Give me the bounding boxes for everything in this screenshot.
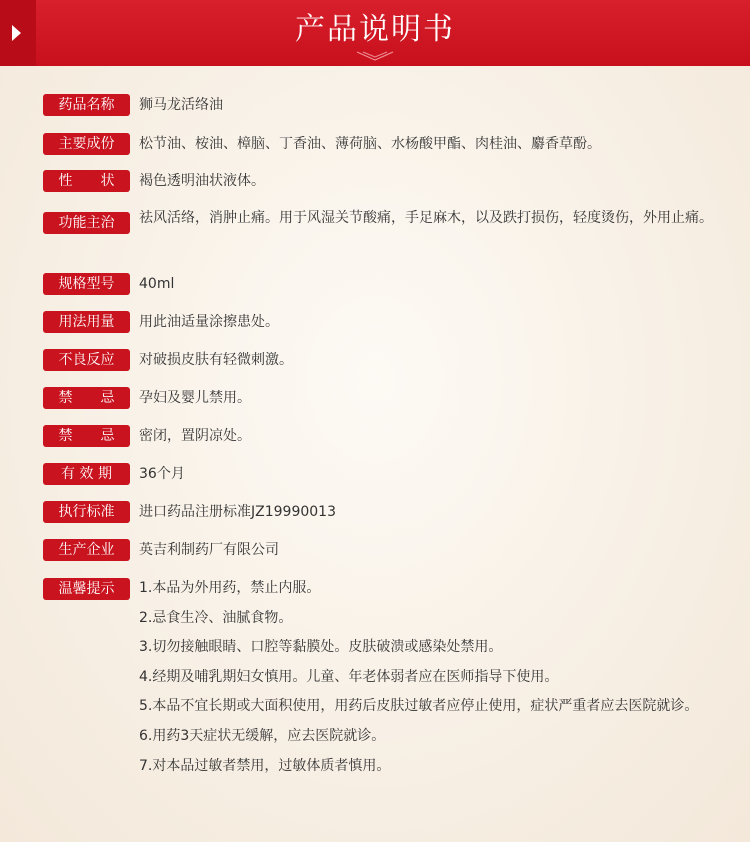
spec-label: 禁 忌 bbox=[43, 387, 130, 409]
spec-value: 英吉利制药厂有限公司 bbox=[139, 542, 279, 558]
page-title: 产品说明书 bbox=[295, 12, 455, 47]
tip-item: 2.忌食生冷、油腻食物。 bbox=[139, 609, 293, 626]
spec-label: 有 效 期 bbox=[43, 463, 130, 485]
tip-item: 4.经期及哺乳期妇女慎用。儿童、年老体弱者应在医师指导下使用。 bbox=[139, 668, 559, 685]
spec-value: 松节油、桉油、樟脑、丁香油、薄荷脑、水杨酸甲酯、肉桂油、麝香草酚。 bbox=[139, 136, 601, 152]
spec-value: 36个月 bbox=[139, 466, 185, 482]
spec-value: 褐色透明油状液体。 bbox=[139, 173, 265, 189]
tips-label: 温馨提示 bbox=[43, 578, 130, 600]
spec-label: 生产企业 bbox=[43, 539, 130, 561]
spec-label: 不良反应 bbox=[43, 349, 130, 371]
spec-value: 对破损皮肤有轻微刺激。 bbox=[139, 352, 293, 368]
chevron-ornament-icon bbox=[355, 50, 395, 62]
tip-item: 5.本品不宜长期或大面积使用，用药后皮肤过敏者应停止使用，症状严重者应去医院就诊。 bbox=[139, 698, 699, 715]
spec-label: 规格型号 bbox=[43, 273, 130, 295]
spec-label: 性 状 bbox=[43, 170, 130, 192]
spec-label: 执行标准 bbox=[43, 501, 130, 523]
tips-list bbox=[139, 574, 719, 781]
spec-label: 功能主治 bbox=[43, 212, 130, 234]
spec-value: 祛风活络，消肿止痛。用于风湿关节酸痛，手足麻木，以及跌打损伤，轻度烫伤，外用止痛。 bbox=[139, 210, 713, 226]
header-banner bbox=[0, 0, 750, 66]
tip-item: 7.对本品过敏者禁用，过敏体质者慎用。 bbox=[139, 757, 391, 774]
spec-label: 药品名称 bbox=[43, 94, 130, 116]
spec-value: 密闭，置阴凉处。 bbox=[139, 428, 251, 444]
spec-label: 禁 忌 bbox=[43, 425, 130, 447]
spec-value: 进口药品注册标准JZ19990013 bbox=[139, 504, 336, 520]
tip-item: 3.切勿接触眼睛、口腔等黏膜处。皮肤破溃或感染处禁用。 bbox=[139, 639, 503, 656]
spec-label: 用法用量 bbox=[43, 311, 130, 333]
spec-value: 孕妇及婴儿禁用。 bbox=[139, 390, 251, 406]
spec-label: 主要成份 bbox=[43, 133, 130, 155]
spec-value: 40ml bbox=[139, 276, 175, 292]
tip-item: 6.用药3天症状无缓解，应去医院就诊。 bbox=[139, 727, 386, 744]
spec-value: 狮马龙活络油 bbox=[139, 97, 223, 113]
spec-value: 用此油适量涂擦患处。 bbox=[139, 314, 279, 330]
tip-item: 1.本品为外用药，禁止内服。 bbox=[139, 580, 321, 596]
